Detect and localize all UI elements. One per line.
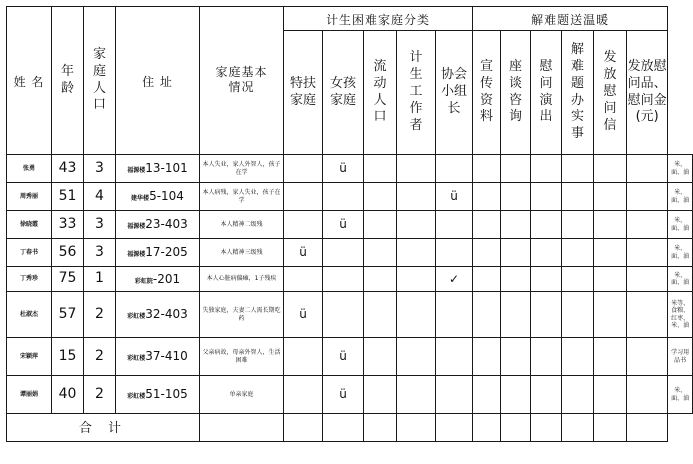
mark-cell: ü [436, 183, 473, 211]
subheader-cell: 协会小组长 [436, 31, 473, 155]
mark-cell [501, 292, 531, 338]
mark-cell [627, 376, 668, 414]
mark-cell [562, 211, 594, 239]
mark-cell [436, 376, 473, 414]
mark-cell [594, 183, 627, 211]
mark-cell: ✓ [436, 267, 473, 292]
mark-cell [397, 338, 436, 376]
table-row [7, 292, 693, 338]
total-label: 合 计 [7, 414, 200, 442]
household-value: 3 [84, 239, 116, 267]
age-value: 33 [52, 211, 84, 239]
household-value: 3 [84, 211, 116, 239]
condition-value: 本人失业，家人外智人，孩子在学 [200, 155, 284, 183]
person-name: 杜淑杰 [7, 292, 52, 338]
subheader-cell: 计生工作者 [397, 31, 436, 155]
mark-cell [323, 267, 364, 292]
household-value: 2 [84, 338, 116, 376]
mark-cell [562, 376, 594, 414]
address-prefix: 福源楼 [127, 167, 146, 174]
mark-cell [364, 376, 397, 414]
mark-cell [364, 239, 397, 267]
mark-cell [436, 239, 473, 267]
total-row [7, 414, 693, 442]
household-value: 2 [84, 292, 116, 338]
mark-cell [531, 239, 562, 267]
mark-cell [436, 338, 473, 376]
mark-cell [594, 211, 627, 239]
household-value: 2 [84, 376, 116, 414]
mark-cell [473, 338, 501, 376]
mark-cell [531, 211, 562, 239]
assistance-table [6, 6, 693, 442]
address-number: 51-105 [145, 387, 188, 401]
condition-value: 父亲病故，母亲外智人，生活困难 [200, 338, 284, 376]
total-cell [436, 414, 473, 442]
mark-cell [397, 376, 436, 414]
household-value: 1 [84, 267, 116, 292]
mark-cell [531, 183, 562, 211]
mark-cell [284, 155, 323, 183]
table-row [7, 155, 693, 183]
goods-value: 学习用品书 [668, 338, 693, 376]
subheader-cell: 流动人口 [364, 31, 397, 155]
mark-cell: ü [323, 211, 364, 239]
mark-cell [562, 338, 594, 376]
mark-cell [627, 183, 668, 211]
subheader-cell: 发放慰问信 [594, 31, 627, 155]
household-value: 4 [84, 183, 116, 211]
mark-cell [501, 155, 531, 183]
mark-cell [562, 292, 594, 338]
mark-cell [562, 267, 594, 292]
mark-cell [627, 267, 668, 292]
mark-cell [501, 338, 531, 376]
mark-cell [364, 155, 397, 183]
subheader-cell: 座谈咨询 [501, 31, 531, 155]
person-name: 丁秀珍 [7, 267, 52, 292]
data-rows [7, 155, 693, 414]
table-row [7, 239, 693, 267]
mark-cell [594, 338, 627, 376]
total-cell [627, 414, 668, 442]
household-value: 3 [84, 155, 116, 183]
mark-cell [531, 338, 562, 376]
total-cell [397, 414, 436, 442]
total-cell [594, 414, 627, 442]
mark-cell [627, 155, 668, 183]
subheader-cell: 解难题办实事 [562, 31, 594, 155]
mark-cell [473, 292, 501, 338]
mark-cell [594, 376, 627, 414]
age-value: 57 [52, 292, 84, 338]
header-name: 姓 名 [7, 7, 52, 155]
mark-cell [531, 267, 562, 292]
age-value: 56 [52, 239, 84, 267]
address-number: 37-410 [145, 349, 188, 363]
total-cell [200, 414, 284, 442]
table-row [7, 376, 693, 414]
goods-value: 米、面、油 [668, 239, 693, 267]
mark-cell: ü [284, 292, 323, 338]
mark-cell [501, 183, 531, 211]
subheader-cell: 女孩家庭 [323, 31, 364, 155]
mark-cell [364, 292, 397, 338]
address-prefix: 彩虹院 [134, 277, 153, 285]
age-value: 75 [52, 267, 84, 292]
subheader-cell: 宣传资料 [473, 31, 501, 155]
mark-cell [627, 239, 668, 267]
mark-cell [501, 267, 531, 292]
mark-cell [473, 211, 501, 239]
total-cell [323, 414, 364, 442]
address-value [116, 155, 200, 183]
condition-value: 本人心脏病偏瘫，1子残疾 [200, 267, 284, 292]
mark-cell [473, 376, 501, 414]
header-group1: 计生困难家庭分类 [284, 7, 473, 31]
address-number: 23-403 [145, 217, 188, 231]
goods-value: 米、面、油 [668, 267, 693, 292]
condition-value: 本人精神二级残 [200, 211, 284, 239]
mark-cell [436, 292, 473, 338]
mark-cell [501, 376, 531, 414]
address-value [116, 211, 200, 239]
address-number: 32-403 [145, 307, 188, 321]
address-number: 13-101 [145, 161, 188, 175]
mark-cell [473, 155, 501, 183]
subheader-cell: 慰问演出 [531, 31, 562, 155]
mark-cell [364, 267, 397, 292]
mark-cell [436, 155, 473, 183]
age-value: 51 [52, 183, 84, 211]
mark-cell [397, 239, 436, 267]
mark-cell: ü [323, 338, 364, 376]
subheader-cell: 发放慰问品、慰问金(元) [627, 31, 668, 155]
mark-cell [627, 338, 668, 376]
table-row [7, 211, 693, 239]
address-value [116, 267, 200, 292]
address-prefix: 建华楼 [131, 195, 150, 202]
person-name: 宋颖萍 [7, 338, 52, 376]
goods-value: 米、面、油 [668, 376, 693, 414]
mark-cell [562, 239, 594, 267]
goods-value: 米、面、油 [668, 183, 693, 211]
condition-value: 失独家庭，夫妻二人需长期吃药 [200, 292, 284, 338]
mark-cell: ü [323, 376, 364, 414]
address-prefix: 彩虹楼 [127, 355, 146, 362]
total-cell [501, 414, 531, 442]
mark-cell [284, 183, 323, 211]
mark-cell [473, 183, 501, 211]
mark-cell [284, 338, 323, 376]
mark-cell [594, 155, 627, 183]
table-row [7, 183, 693, 211]
mark-cell [562, 183, 594, 211]
age-value: 43 [52, 155, 84, 183]
mark-cell [397, 267, 436, 292]
subheader-cell: 特扶家庭 [284, 31, 323, 155]
age-value: 40 [52, 376, 84, 414]
person-name: 丁春书 [7, 239, 52, 267]
address-value [116, 376, 200, 414]
mark-cell [501, 211, 531, 239]
mark-cell [323, 239, 364, 267]
goods-value: 米等、食粮、红枣、米、油 [668, 292, 693, 338]
mark-cell [562, 155, 594, 183]
header-address: 住 址 [116, 7, 200, 155]
mark-cell: ü [284, 239, 323, 267]
address-prefix: 彩虹楼 [127, 393, 146, 400]
address-prefix: 彩虹楼 [127, 313, 146, 320]
mark-cell [364, 211, 397, 239]
total-cell [562, 414, 594, 442]
person-name: 谭丽娟 [7, 376, 52, 414]
mark-cell [594, 267, 627, 292]
address-number: -201 [152, 271, 181, 286]
header-group2: 解难题送温暖 [473, 7, 668, 31]
mark-cell [397, 183, 436, 211]
condition-value: 单亲家庭 [200, 376, 284, 414]
condition-value: 本人病残，家人失业，孩子在学 [200, 183, 284, 211]
mark-cell [436, 211, 473, 239]
mark-cell [531, 155, 562, 183]
mark-cell [501, 239, 531, 267]
total-cell [531, 414, 562, 442]
table-row [7, 338, 693, 376]
address-value [116, 239, 200, 267]
mark-cell [284, 211, 323, 239]
mark-cell [364, 338, 397, 376]
header-age: 年龄 [52, 7, 84, 155]
mark-cell [473, 239, 501, 267]
mark-cell [323, 292, 364, 338]
address-value [116, 292, 200, 338]
mark-cell: ü [323, 155, 364, 183]
address-value [116, 183, 200, 211]
goods-value: 米、面、油 [668, 211, 693, 239]
mark-cell [627, 292, 668, 338]
address-prefix: 福源楼 [127, 251, 146, 258]
mark-cell [594, 292, 627, 338]
mark-cell [397, 211, 436, 239]
table-row [7, 267, 693, 292]
age-value: 15 [52, 338, 84, 376]
person-name: 张勇 [7, 155, 52, 183]
mark-cell [284, 376, 323, 414]
goods-value: 米、面、油 [668, 155, 693, 183]
mark-cell [627, 211, 668, 239]
address-number: 5-104 [149, 189, 184, 203]
person-name: 周秀丽 [7, 183, 52, 211]
mark-cell [364, 183, 397, 211]
header-household: 家庭人口 [84, 7, 116, 155]
mark-cell [284, 267, 323, 292]
person-name: 徐晓霞 [7, 211, 52, 239]
header-condition: 家庭基本情况 [200, 7, 284, 155]
mark-cell [594, 239, 627, 267]
total-cell [364, 414, 397, 442]
address-prefix: 福源楼 [127, 223, 146, 230]
address-value [116, 338, 200, 376]
mark-cell [473, 267, 501, 292]
address-number: 17-205 [145, 245, 188, 259]
total-cell [473, 414, 501, 442]
mark-cell [397, 155, 436, 183]
mark-cell [531, 376, 562, 414]
mark-cell [323, 183, 364, 211]
condition-value: 本人精神三级残 [200, 239, 284, 267]
mark-cell [397, 292, 436, 338]
total-cell [284, 414, 323, 442]
mark-cell [531, 292, 562, 338]
